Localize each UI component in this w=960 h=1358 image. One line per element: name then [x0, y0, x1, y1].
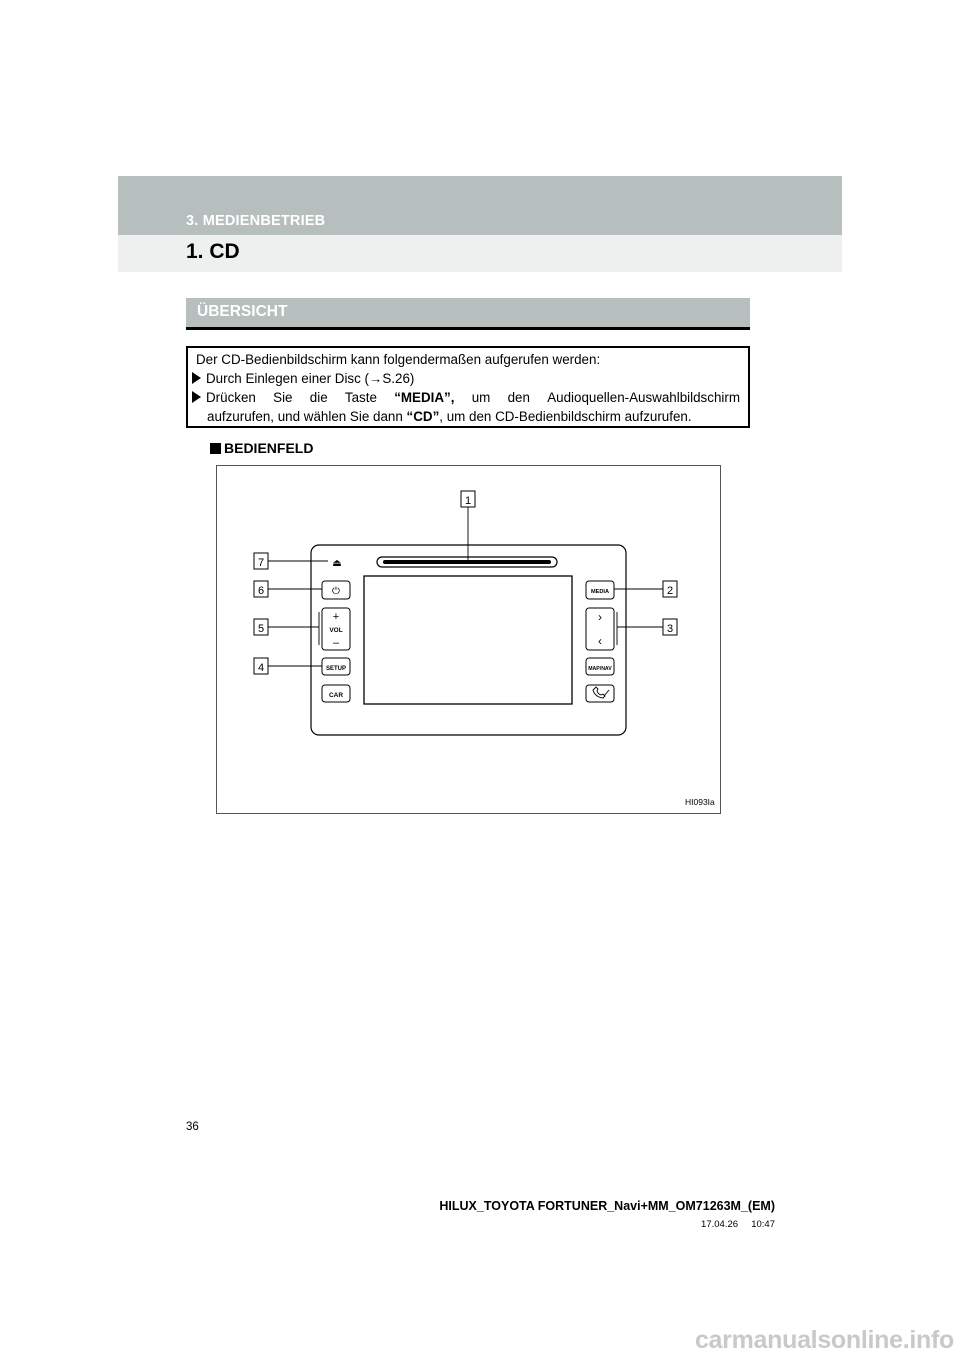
- callout-5: 5: [257, 623, 265, 635]
- callout-7: 7: [257, 557, 265, 569]
- panel-heading-text: BEDIENFELD: [224, 440, 314, 456]
- callout-3: 3: [666, 623, 674, 635]
- cd-slot-opening: [383, 560, 551, 564]
- head-unit-illustration: [216, 465, 719, 812]
- overview-bullet-2: [192, 388, 742, 407]
- eject-button: ⏏: [332, 558, 342, 569]
- map-nav-label: MAP/NAV: [588, 666, 612, 672]
- footer-document-id: HILUX_TOYOTA FORTUNER_Navi+MM_OM71263M_(EM): [439, 1199, 775, 1213]
- touch-screen: [364, 576, 572, 704]
- bullet-2-word: den: [507, 390, 530, 405]
- bullet-triangle-icon: [192, 372, 201, 384]
- bullet-2-word: Drücken: [206, 390, 256, 405]
- seek-down-button: ‹: [598, 634, 602, 648]
- vol-plus: +: [332, 611, 340, 623]
- overview-heading: ÜBERSICHT: [197, 303, 288, 320]
- overview-info-box: [186, 346, 750, 428]
- media-label: MEDIA: [590, 589, 610, 595]
- bullet-2-word: Taste: [344, 390, 377, 405]
- figure-code: HI093Ia: [685, 797, 715, 807]
- callout-4: 4: [257, 662, 265, 674]
- power-icon: ⏻: [332, 586, 340, 597]
- bullet-2-word-media: “MEDIA”,: [394, 390, 455, 405]
- bullet-2-word: die: [309, 390, 328, 405]
- section-title: 1. CD: [186, 240, 240, 263]
- page-number: 36: [186, 1121, 199, 1133]
- bullet-2-text-b: , um den CD-Bedienbildschirm aufzurufen.: [439, 409, 692, 424]
- vol-label: VOL: [329, 627, 343, 634]
- car-label: CAR: [328, 692, 344, 699]
- callout-1: 1: [464, 495, 472, 507]
- watermark: carmanualsonline.info: [694, 1326, 954, 1354]
- phone-button: [586, 685, 614, 702]
- callout-6: 6: [257, 585, 265, 597]
- callout-2: 2: [666, 585, 674, 597]
- chapter-label: 3. MEDIENBETRIEB: [186, 213, 326, 229]
- bullet-2-word: um: [471, 390, 491, 405]
- seek-up-button: ›: [598, 610, 602, 624]
- overview-heading-bar: [186, 298, 750, 330]
- bullet-2-text-a: aufzurufen, und wählen Sie dann: [207, 409, 407, 424]
- overview-intro: Der CD-Bedienbildschirm kann folgendermaßen aufgerufen werden:: [196, 352, 601, 367]
- panel-heading: [210, 440, 313, 456]
- overview-bullet-2-line-2: [207, 407, 692, 426]
- square-bullet-icon: [210, 443, 221, 454]
- bullet-2-text-cd: “CD”: [406, 409, 440, 424]
- bullet-triangle-icon: [192, 391, 201, 403]
- bullet-2-word: Audioquellen-Auswahlbildschirm: [547, 390, 740, 405]
- bullet-1-text: Durch Einlegen einer Disc (→S.26): [206, 371, 415, 386]
- vol-minus: –: [332, 637, 340, 649]
- bullet-2-word: Sie: [273, 390, 293, 405]
- footer-timestamp: 17.04.26 10:47: [701, 1219, 775, 1230]
- overview-bullet-1: [192, 369, 742, 388]
- setup-label: SETUP: [325, 666, 347, 672]
